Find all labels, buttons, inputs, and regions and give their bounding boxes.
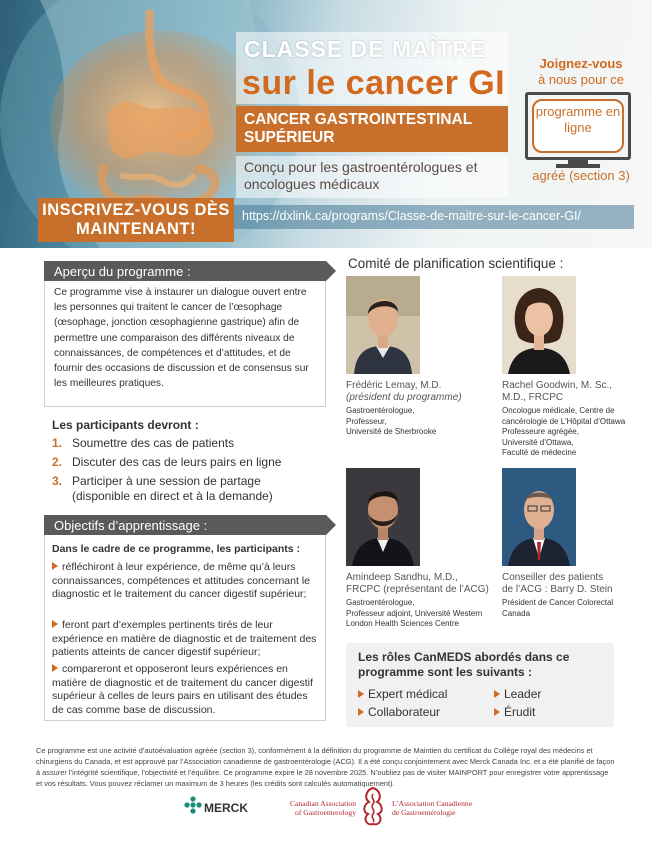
arrow-bullet-icon: [358, 690, 364, 698]
list-item: [52, 663, 322, 717]
cag-logo-icon: [356, 784, 390, 828]
member-title: (président du programme): [346, 392, 462, 403]
join-heading: Joignez-vous: [539, 56, 623, 71]
canmeds-role: [358, 687, 447, 701]
avatar: [346, 276, 420, 374]
committee-member-name: [502, 380, 632, 404]
objectives-title: Objectifs d’apprentissage :: [54, 518, 208, 533]
role-label: Leader: [504, 687, 542, 701]
title-line-1: CLASSE DE MAÎTRE: [244, 36, 487, 62]
member-name: Conseiller des patients: [502, 572, 604, 583]
objective-text: feront part d’exemples pertinents tirés de leur expérience en matière de diagnostic et de traitement des patients atteints de cancer digestif supérieur;: [52, 619, 317, 659]
program-url-link[interactable]: https://dxlink.ca/programs/Classe-de-maitre-sur-le-cancer-GI/: [242, 209, 581, 223]
participants-title: Les participants devront :: [52, 418, 199, 432]
item-text: Discuter des cas de leurs pairs en ligne: [72, 455, 282, 469]
audience-text: Conçu pour les gastroentérologues et oncologues médicaux: [244, 159, 478, 192]
member-name: Frédéric Lemay, M.D.: [346, 380, 442, 391]
committee-member-role: Gastroentérologue, Professeur, Université de Sherbrooke: [346, 406, 437, 436]
committee-member-role: Gastroentérologue, Professeur adjoint, Université Western London Health Sciences Centre: [346, 598, 483, 628]
arrow-bullet-icon: [494, 708, 500, 716]
list-item: [52, 619, 322, 660]
list-item: [52, 436, 322, 451]
subtitle: CANCER GASTROINTESTINAL SUPÉRIEUR: [244, 111, 472, 146]
item-text: Participer à une session de partage (disponible en direct et à la demande): [72, 474, 273, 503]
disclaimer-text: Ce programme est une activité d’autoévaluation agréée (section 3), conformément à la définition du programme de Maintien du certificat du Collège royal des médecins et chirurgiens du Canada, et est approuvé par l’Association canadienne de gastroentérologie (ACG). Il a été conçu conjointement avec Merck Canada Inc. et a été planifié de façon à assurer l’intégrité scientifique, l’objectivité et l’équilibre. Ce programme expire le 28 novembre 2025. N’oubliez pas de visiter MAINPORT pour enregistrer votre apprentissage et vos résultats. Vous pouvez réclamer un maximum de 3 heures (les crédits sont calculés automatiquement).: [36, 746, 615, 788]
overview-title: Aperçu du programme :: [54, 264, 191, 279]
member-name: Amindeep Sandhu, M.D.,: [346, 572, 458, 583]
avatar: [502, 276, 576, 374]
list-item: [52, 455, 322, 470]
committee-member-name: [346, 572, 496, 596]
item-number: 1.: [52, 436, 63, 450]
list-item: [52, 561, 322, 602]
member-title: M.D., FRCPC: [502, 392, 564, 403]
arrow-bullet-icon: [358, 708, 364, 716]
canmeds-role: [494, 687, 541, 701]
item-number: 3.: [52, 474, 63, 488]
item-text: Soumettre des cas de patients: [72, 436, 235, 450]
list-item: [52, 474, 322, 504]
canmeds-title: Les rôles CanMEDS abordés dans ce programme sont les suivants :: [358, 650, 570, 679]
register-label[interactable]: INSCRIVEZ-VOUS DÈS MAINTENANT!: [42, 201, 230, 238]
objectives-intro: Dans le cadre de ce programme, les participants :: [52, 543, 301, 555]
title-line-2: sur le cancer GI: [242, 64, 506, 102]
accreditation-text: agréé (section 3): [532, 168, 630, 183]
committee-member-role: Oncologue médicale, Centre de cancérologie de L’Hôpital d’Ottawa Professeure agrégée, Université d’Ottawa, Faculté de médecine: [502, 406, 626, 457]
cag-name-english: Canadian Association of Gastroenterology: [289, 799, 356, 817]
member-title: FRCPC (représentant de l’ACG): [346, 584, 489, 595]
avatar: [346, 468, 420, 566]
monitor-text: programme en ligne: [535, 104, 621, 135]
arrow-bullet-icon: [52, 664, 58, 672]
canmeds-role: [358, 705, 440, 719]
member-name: Rachel Goodwin, M. Sc.,: [502, 380, 613, 391]
item-number: 2.: [52, 455, 63, 469]
member-title: de l’ACG : Barry D. Stein: [502, 584, 613, 595]
canmeds-role: [494, 705, 535, 719]
committee-member-name: [346, 380, 476, 404]
role-label: Collaborateur: [368, 705, 441, 719]
objective-text: réfléchiront à leur expérience, de même qu’à leurs connaissances, compétences et attitudes concernant le diagnostic et le traitement du cancer digestif supérieur;: [52, 561, 310, 601]
role-label: Érudit: [504, 705, 536, 719]
committee-title: Comité de planification scientifique :: [348, 256, 564, 271]
cag-name-french: L’Association Canadienne de Gastroentérologie: [392, 799, 473, 817]
objective-text: compareront et opposeront leurs expériences en matière de diagnostic et de traitement du cancer digestif supérieur à celles de leurs pairs en utilisant des études de cas comme base de discussion.: [52, 663, 313, 716]
arrow-bullet-icon: [494, 690, 500, 698]
arrow-bullet-icon: [52, 620, 58, 628]
overview-text: Ce programme vise à instaurer un dialogue ouvert entre les personnes qui traitent le cancer de l’œsophage (œsophage, jonction œsophagienne gastrique) afin de permettre une comparaison des différents niveaux de connaissances, de compétences et d’attitudes, et de fournir des occasions de discussion et de consensus sur les meilleures pratiques.: [54, 287, 309, 390]
avatar: [502, 468, 576, 566]
committee-member-name: [502, 572, 632, 596]
merck-logo-text: MERCK: [204, 801, 248, 815]
role-label: Expert médical: [368, 687, 448, 701]
committee-member-role: Président de Cancer Colorectal Canada: [502, 598, 614, 618]
join-subheading: à nous pour ce: [537, 72, 624, 87]
merck-logo-icon: [184, 796, 202, 814]
arrow-bullet-icon: [52, 562, 58, 570]
